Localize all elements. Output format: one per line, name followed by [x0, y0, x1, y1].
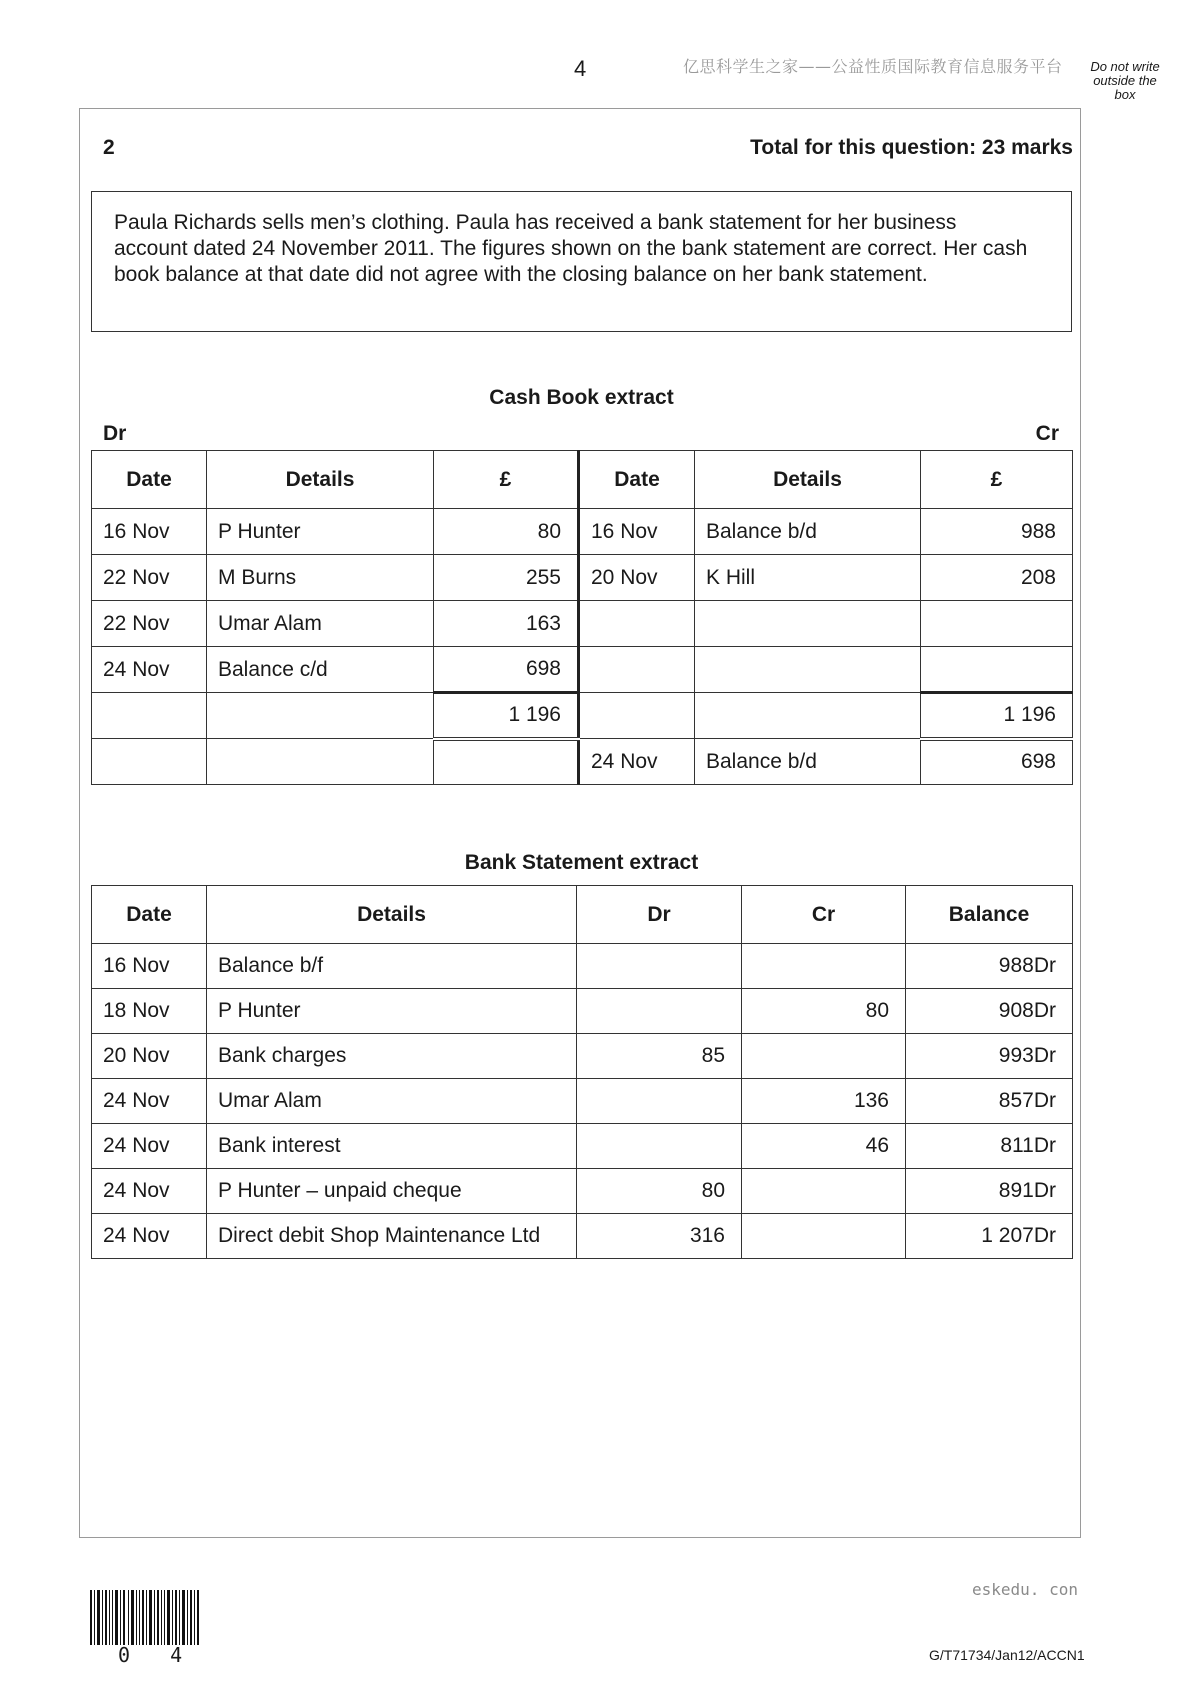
- table-row: [92, 555, 1073, 601]
- bank-statement-title: Bank Statement extract: [464, 851, 699, 874]
- cash-book-title: Cash Book extract: [489, 386, 674, 409]
- table-cell: 24 Nov: [579, 739, 695, 785]
- watermark-text: 亿思科学生之家——公益性质国际教育信息服务平台: [683, 57, 1063, 76]
- table-cell: 16 Nov: [92, 944, 207, 989]
- table-row: [92, 1034, 1073, 1079]
- table-header-row: [92, 886, 1073, 944]
- table-cell: 988: [921, 509, 1073, 555]
- column-header: £: [921, 451, 1073, 509]
- table-row: [92, 989, 1073, 1034]
- table-cell: 857Dr: [906, 1079, 1073, 1124]
- table-cell: 24 Nov: [92, 1124, 207, 1169]
- table-cell: 255: [434, 555, 579, 601]
- margin-note-line: outside the: [1093, 73, 1157, 88]
- paper-code: G/T71734/Jan12/ACCN1: [929, 1647, 1085, 1663]
- table-cell: 316: [577, 1214, 742, 1259]
- table-cell: 16 Nov: [92, 509, 207, 555]
- table-cell: [695, 601, 921, 647]
- question-number: 2: [103, 136, 115, 159]
- table-cell: 24 Nov: [92, 647, 207, 693]
- table-cell: [695, 647, 921, 693]
- barcode-icon: [90, 1590, 200, 1645]
- table-cell: 80: [577, 1169, 742, 1214]
- margin-note: [1078, 60, 1172, 102]
- table-cell: [742, 1034, 906, 1079]
- total-cell: 1 196: [921, 693, 1073, 739]
- table-header-row: [92, 451, 1073, 509]
- table-cell: 20 Nov: [92, 1034, 207, 1079]
- table-cell: [579, 601, 695, 647]
- table-cell: 80: [434, 509, 579, 555]
- table-cell: Balance b/d: [695, 509, 921, 555]
- total-cell: 1 196: [434, 693, 579, 739]
- column-header: Cr: [742, 886, 906, 944]
- table-cell: 24 Nov: [92, 1214, 207, 1259]
- table-cell: [207, 739, 434, 785]
- table-cell: 24 Nov: [92, 1169, 207, 1214]
- table-cell: P Hunter: [207, 509, 434, 555]
- table-cell: 80: [742, 989, 906, 1034]
- table-cell: 811Dr: [906, 1124, 1073, 1169]
- table-row: [92, 1169, 1073, 1214]
- table-cell: [742, 1214, 906, 1259]
- question-intro-box: [91, 191, 1072, 332]
- column-header: Date: [92, 451, 207, 509]
- table-cell: Balance b/f: [207, 944, 577, 989]
- question-intro-text: Paula Richards sells men’s clothing. Paula has received a bank statement for her business account dated 24 November 2011. The figures shown on the bank statement are correct. Her cash book balance at that date did not agree with the closing balance on her bank statement.: [114, 211, 1028, 286]
- table-cell: 136: [742, 1079, 906, 1124]
- table-row: [92, 509, 1073, 555]
- table-cell: 993Dr: [906, 1034, 1073, 1079]
- cash-book-table: [91, 450, 1073, 785]
- totals-row: [92, 693, 1073, 739]
- column-header: Details: [695, 451, 921, 509]
- cr-label: Cr: [1035, 422, 1059, 445]
- table-cell: 24 Nov: [92, 1079, 207, 1124]
- table-cell: Direct debit Shop Maintenance Ltd: [207, 1214, 577, 1259]
- table-cell: Balance c/d: [207, 647, 434, 693]
- table-cell: 22 Nov: [92, 555, 207, 601]
- question-total-marks: Total for this question: 23 marks: [750, 136, 1073, 159]
- table-cell: Umar Alam: [207, 601, 434, 647]
- table-cell: [92, 693, 207, 739]
- table-row: [92, 1214, 1073, 1259]
- table-cell: 698: [434, 647, 579, 693]
- site-watermark: eskedu. con: [972, 1580, 1078, 1599]
- bank-statement-table: [91, 885, 1073, 1259]
- column-header: £: [434, 451, 579, 509]
- table-cell: 891Dr: [906, 1169, 1073, 1214]
- margin-note-line: Do not write: [1090, 59, 1160, 74]
- table-cell: 988Dr: [906, 944, 1073, 989]
- table-cell: 20 Nov: [579, 555, 695, 601]
- table-cell: 16 Nov: [579, 509, 695, 555]
- table-cell: [577, 944, 742, 989]
- dr-label: Dr: [103, 422, 127, 445]
- table-cell: [577, 989, 742, 1034]
- table-cell: 85: [577, 1034, 742, 1079]
- table-cell: K Hill: [695, 555, 921, 601]
- table-cell: 46: [742, 1124, 906, 1169]
- table-cell: 22 Nov: [92, 601, 207, 647]
- table-cell: [577, 1124, 742, 1169]
- column-header: Date: [92, 886, 207, 944]
- table-cell: Bank interest: [207, 1124, 577, 1169]
- table-cell: Umar Alam: [207, 1079, 577, 1124]
- table-cell: [579, 647, 695, 693]
- table-cell: [742, 1169, 906, 1214]
- table-cell: M Burns: [207, 555, 434, 601]
- table-cell: [921, 601, 1073, 647]
- page-number: 4: [574, 56, 587, 81]
- table-cell: 1 207Dr: [906, 1214, 1073, 1259]
- table-row: [92, 944, 1073, 989]
- table-cell: P Hunter: [207, 989, 577, 1034]
- table-cell: 208: [921, 555, 1073, 601]
- table-row: [92, 601, 1073, 647]
- table-cell: 698: [921, 739, 1073, 785]
- table-cell: [579, 693, 695, 739]
- column-header: Dr: [577, 886, 742, 944]
- table-row: [92, 1079, 1073, 1124]
- table-row: [92, 647, 1073, 693]
- table-cell: Balance b/d: [695, 739, 921, 785]
- table-cell: 163: [434, 601, 579, 647]
- table-cell: 18 Nov: [92, 989, 207, 1034]
- table-row: [92, 1124, 1073, 1169]
- table-cell: Bank charges: [207, 1034, 577, 1079]
- table-cell: [577, 1079, 742, 1124]
- table-cell: 908Dr: [906, 989, 1073, 1034]
- table-cell: [92, 739, 207, 785]
- column-header: Date: [579, 451, 695, 509]
- table-cell: [742, 944, 906, 989]
- table-cell: [434, 739, 579, 785]
- column-header: Details: [207, 886, 577, 944]
- table-row: [92, 739, 1073, 785]
- column-header: Details: [207, 451, 434, 509]
- table-cell: P Hunter – unpaid cheque: [207, 1169, 577, 1214]
- column-header: Balance: [906, 886, 1073, 944]
- table-cell: [695, 693, 921, 739]
- table-cell: [207, 693, 434, 739]
- barcode-number: 0 4: [118, 1643, 197, 1667]
- table-cell: [921, 647, 1073, 693]
- margin-note-line: box: [1114, 87, 1136, 102]
